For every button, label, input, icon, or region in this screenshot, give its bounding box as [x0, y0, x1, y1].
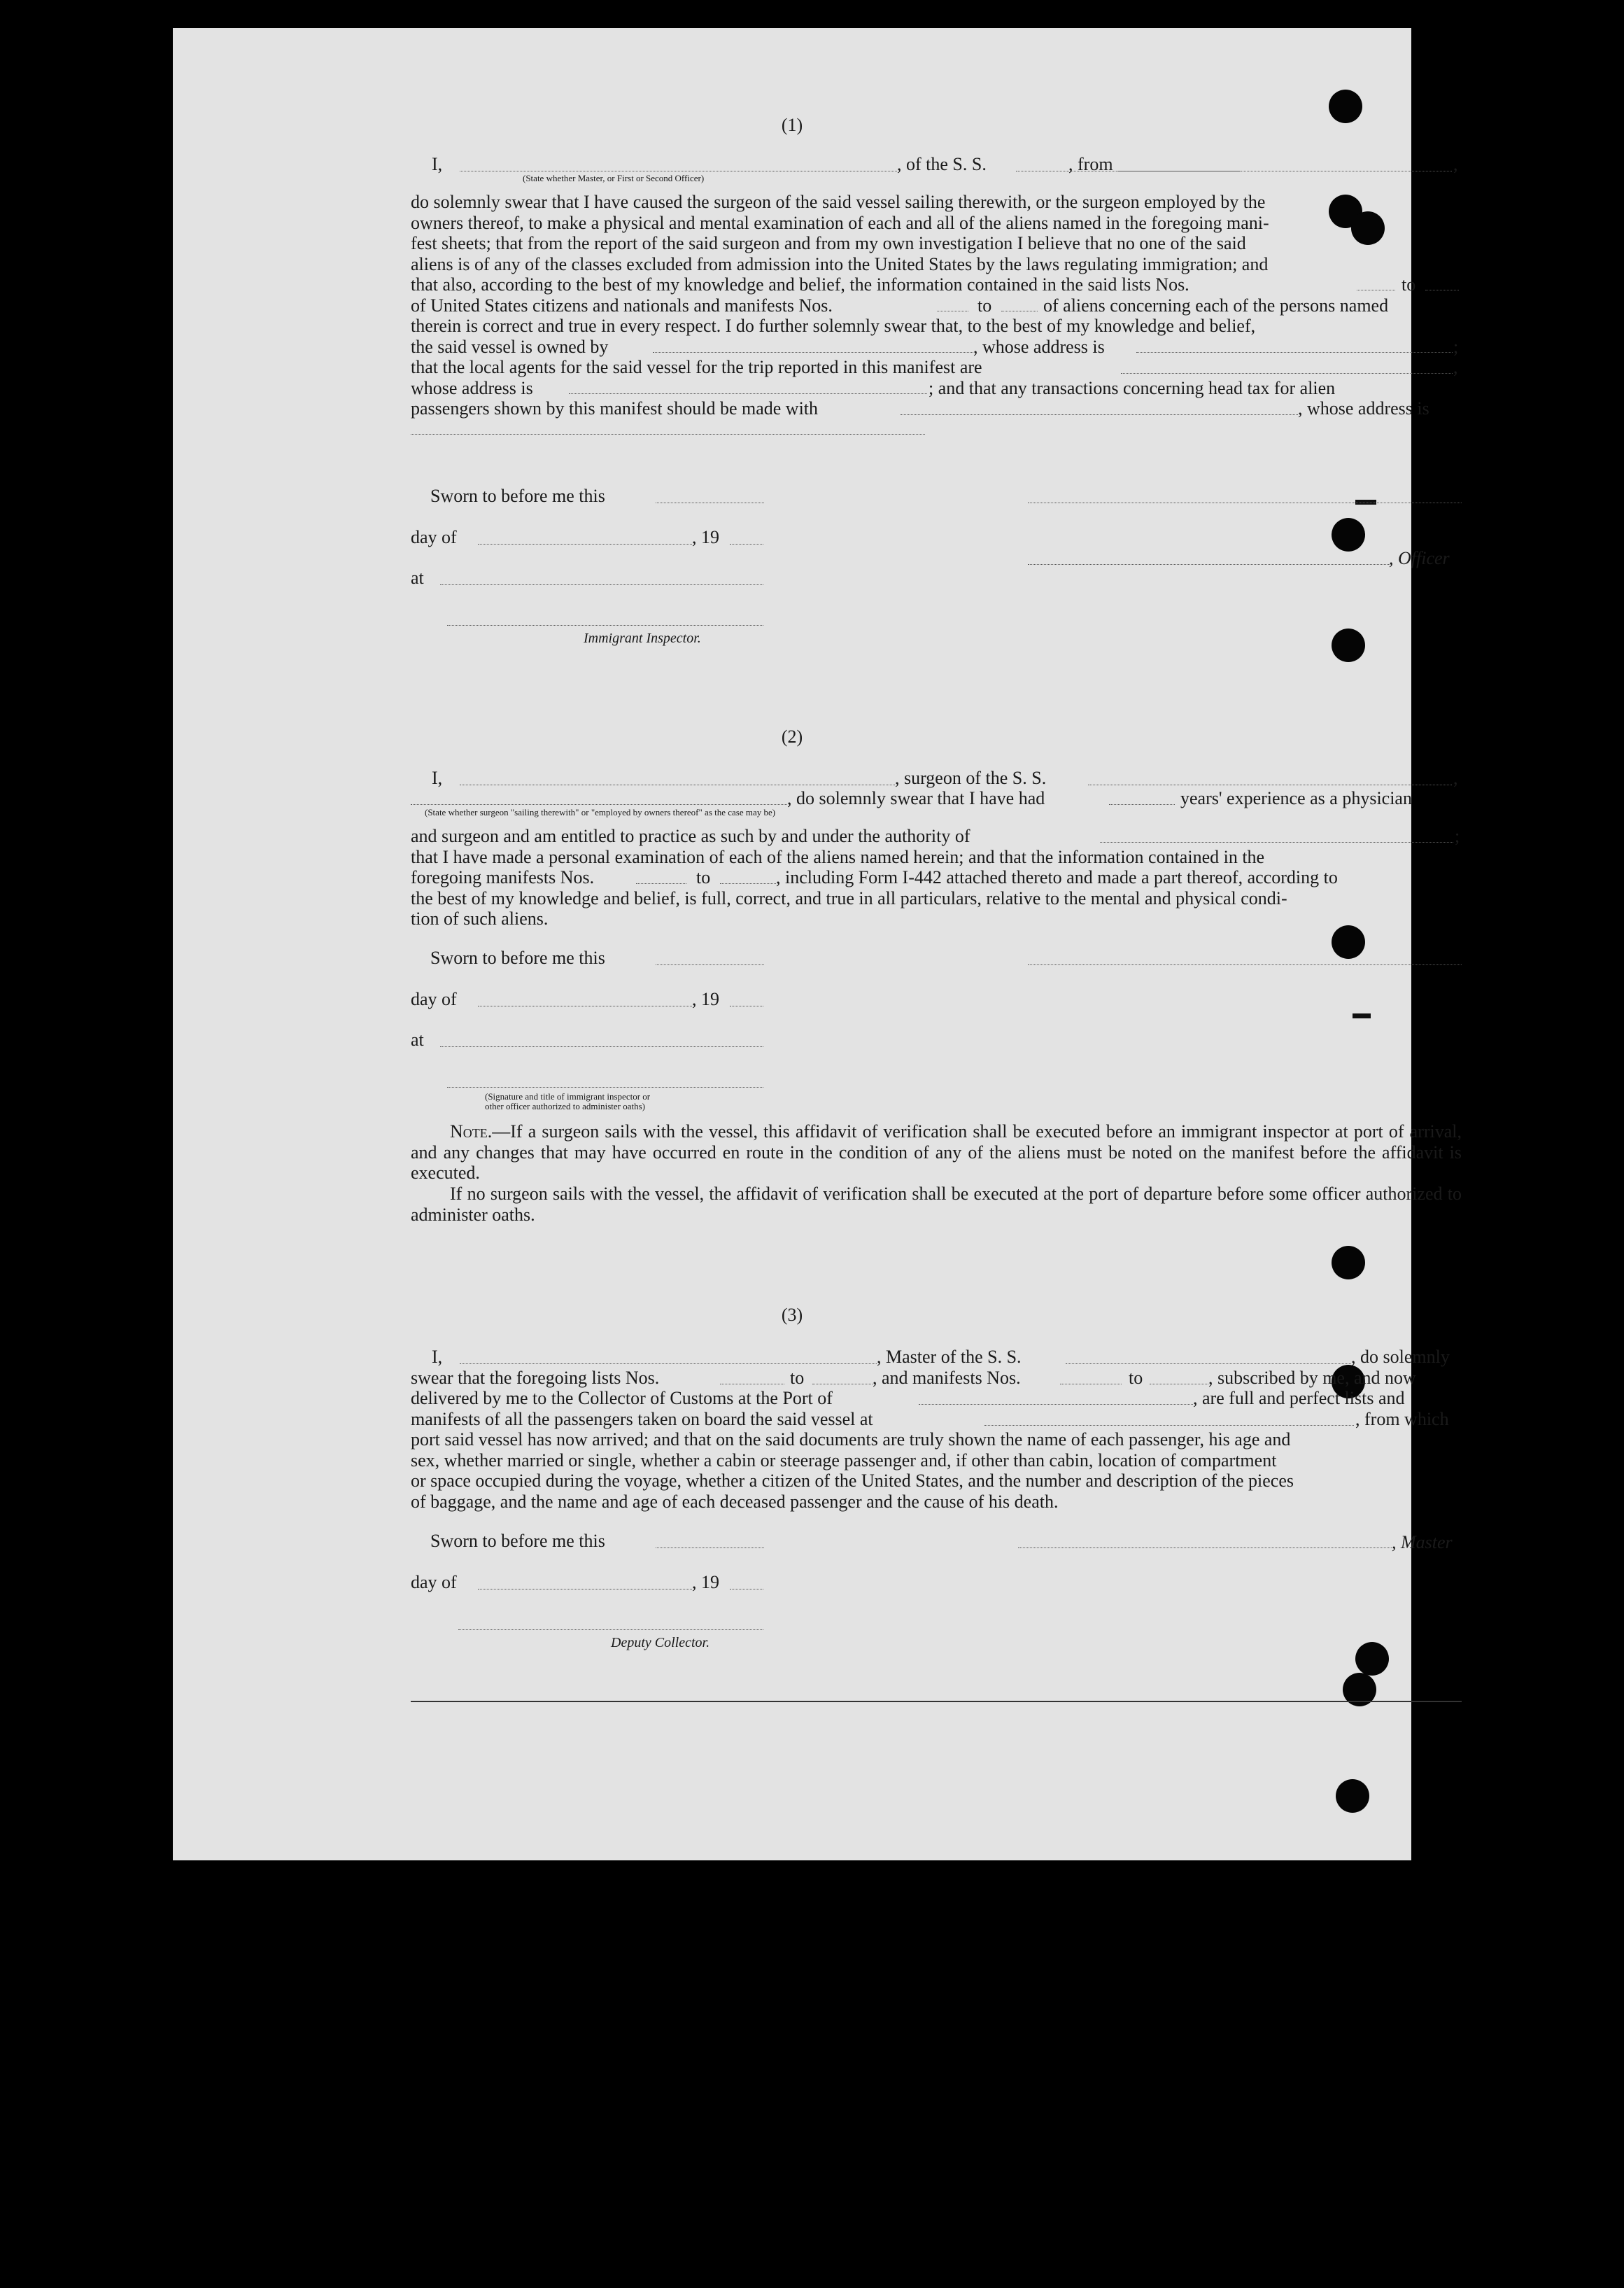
s1-sworn: Sworn to before me this [430, 486, 605, 506]
s1-semi-1: ; [1453, 336, 1459, 357]
s1-line-10b: ; and that any transactions concerning head tax for alien [928, 377, 1336, 398]
section-2-number: (2) [781, 727, 803, 747]
s2-sworn: Sworn to before me this [430, 948, 605, 968]
owner-address-field[interactable] [1136, 352, 1453, 353]
s2-year: , 19 [692, 989, 719, 1009]
surgeon-status-note: (State whether surgeon "sailing therewith" or "employed by owners thereof" as the case may be) [425, 807, 776, 817]
section-3-number: (3) [781, 1305, 803, 1325]
punch-hole [1332, 629, 1365, 662]
s1-line-11a: passengers shown by this manifest should be made with [411, 398, 819, 419]
s3-line-8: of baggage, and the name and age of each deceased passenger and the cause of his death. [411, 1491, 1059, 1512]
s2-place-field[interactable] [440, 1046, 763, 1047]
s1-line-8b: , whose address is [973, 336, 1105, 357]
s3-line-6: sex, whether married or single, whether a cabin or steerage passenger and, if other than cabin, location of compartment [411, 1450, 1277, 1471]
deputy-collector-signature-field[interactable] [458, 1629, 763, 1630]
s2-manifest-from-field[interactable] [636, 883, 686, 884]
s1-line-4: aliens is of any of the classes excluded from admission into the United States by the laws regulating immigration; and [411, 253, 1269, 274]
s3-line-3b: , are full and perfect lists and [1193, 1388, 1405, 1408]
s1-end-comma: , [1453, 154, 1458, 174]
s3-line-7: or space occupied during the voyage, whether a citizen of the United States, and the number and description of the pieces [411, 1471, 1294, 1491]
s2-semi: ; [1455, 826, 1460, 846]
customs-port-field[interactable] [919, 1404, 1193, 1405]
practice-authority-field[interactable] [1100, 842, 1453, 843]
s1-of-ss: , of the S. S. [897, 154, 987, 174]
head-tax-contact-field[interactable] [901, 414, 1298, 415]
s2-end-comma: , [1453, 768, 1458, 788]
s2-i: I, [432, 768, 443, 788]
officer-rank-note: (State whether Master, or First or Second Officer) [523, 173, 705, 183]
s1-line-9: that the local agents for the said vessel for the trip reported in this manifest are [411, 357, 982, 377]
s3-line-4b: , from which [1355, 1408, 1449, 1429]
surgeon-status-field[interactable] [411, 804, 787, 805]
agent-address-field[interactable] [569, 393, 927, 394]
s1-place-field[interactable] [440, 584, 763, 585]
local-agents-field[interactable] [1121, 373, 1453, 374]
note-paragraph-1 [411, 1121, 1462, 1184]
s1-day-of: day of [411, 527, 457, 547]
s3-i: I, [432, 1347, 443, 1367]
s1-at: at [411, 568, 424, 588]
s2-sworn-date-field[interactable] [656, 964, 764, 965]
s2-line-4: that I have made a personal examination of each of the aliens named herein; and that the information contained in the [411, 846, 1265, 867]
s3-to-2: to [1129, 1367, 1143, 1388]
inspector-signature-field[interactable] [447, 625, 763, 626]
s3-vessel-field[interactable] [1066, 1363, 1351, 1364]
scan-mark [1353, 1013, 1371, 1018]
s1-line-2: owners thereof, to make a physical and mental examination of each and all of the aliens named in the foregoing mani- [411, 212, 1269, 233]
s2-line-5b: , including Form I-442 attached thereto and made a part thereof, according to [776, 867, 1338, 887]
master-signature-field[interactable] [1018, 1547, 1392, 1548]
s1-line-3: fest sheets; that from the report of the said surgeon and from my own investigation I believe that no one of the said [411, 233, 1246, 253]
officer-title: , Officer [1389, 548, 1450, 568]
s1-line-10a: whose address is [411, 377, 533, 398]
s3-do-solemnly: , do solemnly [1351, 1347, 1450, 1367]
s1-to-2: to [977, 295, 992, 316]
s2-line-5a: foregoing manifests Nos. [411, 867, 595, 887]
s3-line-4a: manifests of all the passengers taken on board the said vessel at [411, 1408, 873, 1429]
boarding-port-field[interactable] [984, 1425, 1354, 1426]
s2-line-6: the best of my knowledge and belief, is full, correct, and true in all particulars, relative to the mental and physical condi- [411, 887, 1287, 908]
punch-hole [1336, 1779, 1369, 1813]
s3-master-of: , Master of the S. S. [877, 1347, 1022, 1367]
bottom-rule [411, 1701, 1462, 1702]
form-sheet [173, 28, 1462, 1860]
master-title: , Master [1392, 1532, 1453, 1552]
years-experience-field[interactable] [1109, 804, 1175, 805]
note-paragraph-2 [411, 1184, 1462, 1225]
punch-hole [1332, 518, 1365, 552]
section-1-number: (1) [781, 115, 803, 135]
signature-title-note-2: other officer authorized to administer oaths) [485, 1101, 645, 1111]
s1-from: , from [1068, 154, 1113, 174]
punch-hole [1332, 925, 1365, 959]
s3-line-2a: swear that the foregoing lists Nos. [411, 1367, 660, 1388]
s2-manifest-to-field[interactable] [720, 883, 776, 884]
s2-at: at [411, 1030, 424, 1050]
note-text-2: If no surgeon sails with the vessel, the affidavit of verification shall be executed at the port of departure before some officer authorized to administer oaths. [411, 1184, 1462, 1225]
s2-officer-signature-field[interactable] [447, 1087, 763, 1088]
s2-line-3a: and surgeon and am entitled to practice as such by and under the authority of [411, 826, 970, 846]
s3-to-1: to [790, 1367, 805, 1388]
s2-to: to [696, 867, 711, 887]
s1-year: , 19 [692, 527, 719, 547]
s3-day-of: day of [411, 1572, 457, 1592]
s2-surgeon-of: , surgeon of the S. S. [895, 768, 1047, 788]
note-text-1: —If a surgeon sails with the vessel, this affidavit of verification shall be executed before an immigrant inspector at port of arrival, and any changes that may have occurred en route in the condition of any of the aliens must be noted on the manifest before the affidavit is executed. [411, 1121, 1462, 1183]
s1-line-6a: of United States citizens and nationals and manifests Nos. [411, 295, 833, 316]
note-heading: Note. [450, 1121, 493, 1142]
s3-sworn-date-field[interactable] [656, 1547, 764, 1548]
s1-line-5: that also, according to the best of my knowledge and belief, the information contained in the said lists Nos. [411, 274, 1189, 295]
s3-master-name-field[interactable] [460, 1363, 877, 1364]
s3-line-2c: , subscribed by me, and now [1208, 1367, 1416, 1388]
s1-i: I, [432, 154, 443, 174]
immigrant-inspector-label: Immigrant Inspector. [584, 631, 701, 646]
s1-line-6b: of aliens concerning each of the persons named [1043, 295, 1389, 316]
s2-surgeon-signature-field[interactable] [1028, 964, 1462, 965]
vessel-owner-field[interactable] [653, 352, 973, 353]
punch-hole [1332, 1246, 1365, 1279]
s3-line-5: port said vessel has now arrived; and that on the said documents are truly shown the name of each passenger, his age and [411, 1429, 1291, 1450]
s1-line-11b: , whose address is [1298, 398, 1429, 419]
s3-sworn: Sworn to before me this [430, 1531, 605, 1551]
head-tax-address-field[interactable] [411, 434, 925, 435]
s1-line-8a: the said vessel is owned by [411, 336, 609, 357]
punch-hole [1355, 1642, 1389, 1676]
deputy-collector-label: Deputy Collector. [611, 1635, 710, 1650]
s2-years: years' experience as a physician [1180, 788, 1412, 808]
s3-line-2b: , and manifests Nos. [873, 1367, 1021, 1388]
s1-year-field[interactable] [730, 544, 763, 545]
s2-do-swear: , do solemnly swear that I have had [787, 788, 1045, 808]
s1-day-month-field[interactable] [478, 544, 692, 545]
s1-end-comma-2: , [1453, 357, 1458, 377]
s2-day-of: day of [411, 989, 457, 1009]
s3-line-3a: delivered by me to the Collector of Customs at the Port of [411, 1388, 833, 1408]
s3-year: , 19 [692, 1572, 719, 1592]
s2-line-7: tion of such aliens. [411, 908, 549, 929]
s1-line-1: do solemnly swear that I have caused the surgeon of the said vessel sailing therewith, or the surgeon employed by the [411, 192, 1266, 212]
signature-title-note-1: (Signature and title of immigrant inspector or [485, 1091, 651, 1102]
officer-signature-field[interactable] [1028, 564, 1390, 565]
s1-to-1: to [1401, 274, 1416, 295]
s1-line-7: therein is correct and true in every respect. I do further solemnly swear that, to the best of my knowledge and belief, [411, 316, 1256, 336]
